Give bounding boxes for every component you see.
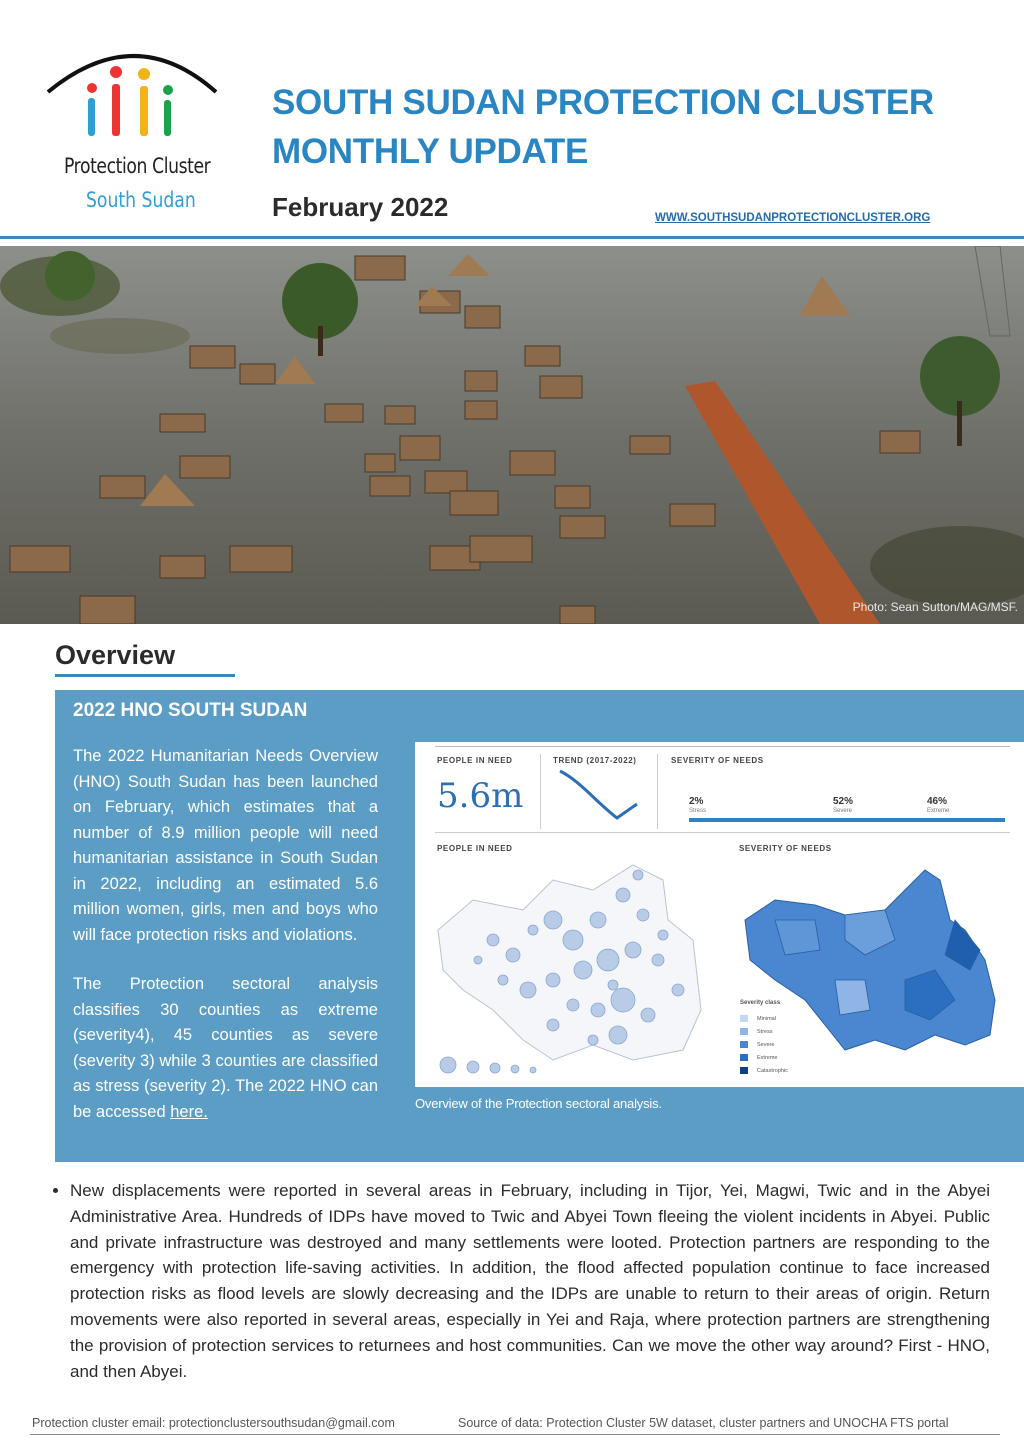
hno-paragraph-1: The 2022 Humanitarian Needs Overview (HNO) South Sudan has been launched on February, which estimates that a number of 8.9 million people will need humanitarian assistance in South Sudan in 2022, including an estimated 5.6 million women, girls, men and boys who will face protection risks and violations. [73,747,378,944]
legend-item: Minimal [757,1016,776,1022]
map2-label: SEVERITY OF NEEDS [739,844,832,853]
infographic-caption: Overview of the Protection sectoral analysis. [415,1096,662,1111]
legend-item: Catastrophic [757,1068,788,1074]
trend-line-icon [555,766,645,826]
divider [657,754,658,829]
severity-severe-label: Severe [833,808,853,814]
severity-extreme-label: Extreme [927,808,950,814]
title-line1: SOUTH SUDAN PROTECTION CLUSTER [272,83,934,122]
severity-stress-pct: 2% [689,796,704,807]
footer-divider [30,1434,1000,1435]
website-link[interactable]: WWW.SOUTHSUDANPROTECTIONCLUSTER.ORG [655,212,931,224]
divider [435,832,1010,833]
protection-analysis-infographic [415,742,1024,1087]
header-divider [0,236,1024,239]
divider [435,746,1010,747]
footer-source: Source of data: Protection Cluster 5W dataset, cluster partners and UNOCHA FTS portal [458,1416,949,1430]
legend-title: Severity class [740,1000,781,1006]
severity-severe-pct: 52% [833,796,854,807]
hno-paragraph-2 [73,972,378,1125]
divider [540,754,541,829]
section-heading-overview: Overview [55,640,176,670]
legend-item: Stress [757,1029,773,1035]
hno-link[interactable]: here. [170,1102,208,1121]
hno-paragraph-2-text: The Protection sectoral analysis classifies 30 counties as extreme (severity4), 45 counties as severe (severity 3) while 3 counties are classified as stress (severity 2). The 2022 HNO can be accessed [73,975,378,1121]
logo-text-line1: Protection Cluster [64,154,211,178]
map1-label: PEOPLE IN NEED [437,844,513,853]
trend-label: TREND (2017-2022) [553,756,637,765]
logo-text-line2: South Sudan [86,188,196,212]
severity-bar [689,818,1005,822]
flood-scene-illustration [0,246,1024,624]
displacement-update [50,1178,990,1384]
bullet-item: • New displacements were reported in several areas in February, including in Tijor, Yei, Magwi, Twic and in the Abyei Administrative Area. Hundreds of IDPs have moved to Twic and Abyei Town fleeing the violent incidents in Abyei. Public and private infrastructure was destroyed and many settlements were looted. Protection partners are responding to the emergency with protection life-saving activities. In addition, the flood affected population continue to face increased protection risks as flood levels are slowly decreasing and the IDPs are unable to return to their areas of origin. Return movements were also reported in several areas, especially in Yei and Raja, where protection partners are strengthening the provision of protection services to returnees and host communities. Can we move the other way around? First - HNO, and then Abyei. [70,1178,990,1384]
legend-item: Extreme [757,1055,778,1061]
hno-box-title: 2022 HNO SOUTH SUDAN [73,700,308,721]
people-in-need-label: PEOPLE IN NEED [437,756,513,765]
severity-stress-label: Stress [689,808,707,814]
photo-credit: Photo: Sean Sutton/MAG/MSF. [852,600,1018,614]
people-in-need-bubble-map [433,860,708,1085]
title-line2: MONTHLY UPDATE [272,132,589,171]
severity-legend [740,1015,748,1074]
severity-choropleth-map [735,860,1020,1075]
people-in-need-value: 5.6m [437,776,524,816]
severity-label: SEVERITY OF NEEDS [671,756,764,765]
page-title [272,78,972,176]
report-date: February 2022 [272,192,449,222]
flooded-village-photo [0,246,1024,624]
severity-extreme-pct: 46% [927,796,948,807]
footer-email: Protection cluster email: protectionclustersouthsudan@gmail.com [32,1416,395,1430]
logo-figures-icon [40,40,230,160]
hno-description [73,744,378,1149]
heading-underline [55,674,235,677]
legend-item: Severe [757,1042,775,1048]
hno-summary-box [55,690,1024,1162]
